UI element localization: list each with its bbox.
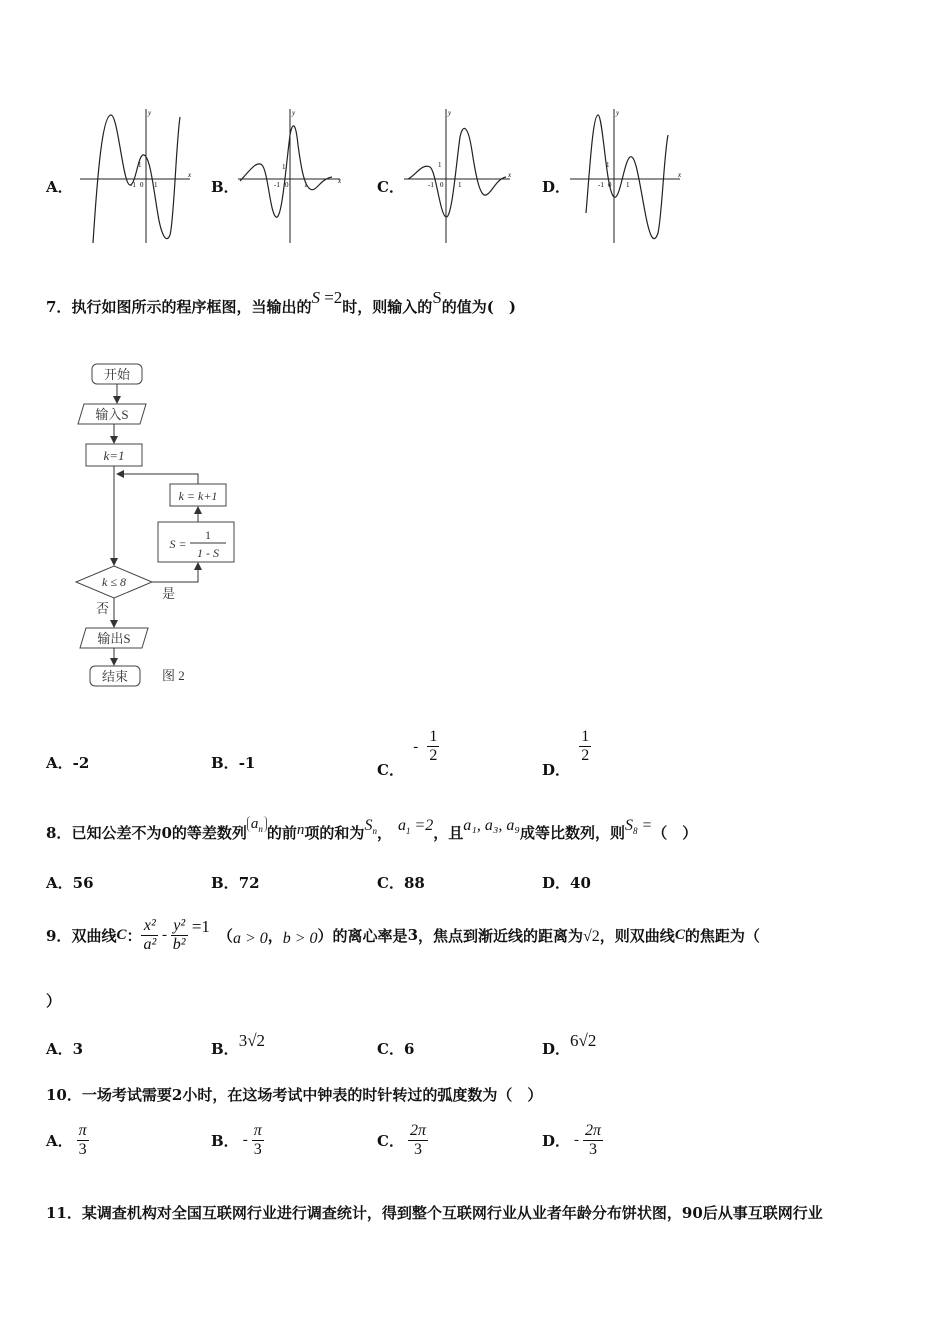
q9-option-a[interactable]: A．3 xyxy=(46,1040,84,1058)
q9-stem-close: ） xyxy=(46,992,62,1010)
q6-d-tick-1: 1 xyxy=(626,181,630,189)
q7-option-b-value: -1 xyxy=(238,754,256,772)
fc-input: 输入S xyxy=(95,407,129,422)
fc-condition: k ≤ 8 xyxy=(102,575,126,589)
fc-assign-left: S = xyxy=(169,537,187,551)
q7-cond-eq: =2 xyxy=(319,288,343,307)
q10-stem: 10．一场考试需要2小时，在这场考试中钟表的时针转过的弧度数为（ ） xyxy=(46,1086,543,1104)
q10-option-d-fraction: $\frac{2\pi}{3}$ xyxy=(585,1122,602,1158)
q6-c-tick-1: 1 xyxy=(458,181,462,189)
q9-option-b[interactable]: B．3√2 xyxy=(211,1031,266,1058)
q6-a-tick-neg1: -1 xyxy=(130,181,136,189)
q8-option-b[interactable]: B．72 xyxy=(211,874,260,892)
fc-caption: 图 2 xyxy=(162,668,185,683)
q6-b-tick-neg1: -1 xyxy=(274,181,280,189)
fc-yes: 是 xyxy=(162,586,176,601)
q6-option-a-label[interactable]: A． xyxy=(46,178,73,196)
q11-stem: 11．某调查机构对全国互联网行业进行调查统计，得到整个互联网行业从业者年龄分布饼状图，90后从事互联网行业 xyxy=(46,1204,823,1222)
q9-stem: 9． 双曲线 C ： $\frac{\text{x²}}{\text{a²}}$ - $\frac{\text{y²}}{\text{b²}}$ =1 （ a > 0 ， b > 0 ）的离心率是 3 ，焦点到渐近线的距离为 √2 ，则双曲线 C 的焦距为（ xyxy=(46,916,760,953)
q6-d-x-label: x xyxy=(678,171,682,179)
q6-a-tick-1: 1 xyxy=(154,181,158,189)
q9-option-d[interactable]: D．6√2 xyxy=(542,1031,597,1058)
q8-option-a[interactable]: A．56 xyxy=(46,874,94,892)
q7-s-var: S xyxy=(432,288,442,307)
q6-b-x-label: x xyxy=(338,177,342,185)
q7-option-a-value: -2 xyxy=(72,754,90,772)
q10-option-d[interactable]: D． - $\frac{2\pi}{3}$ xyxy=(542,1122,602,1158)
q7-number: 7． xyxy=(46,298,72,316)
q6-graph-d xyxy=(568,105,686,245)
q8-option-d[interactable]: D．40 xyxy=(542,874,591,892)
fc-increment: k = k+1 xyxy=(178,489,218,503)
q10-option-b-fraction: $\frac{\pi}{3}$ xyxy=(253,1122,262,1158)
q7-cond-s: S xyxy=(311,288,320,307)
q6-c-y-label: y xyxy=(448,109,452,117)
q6-d-y-label: y xyxy=(616,109,620,117)
q6-c-tick-neg1: -1 xyxy=(428,181,434,189)
q9-frac-y: $\frac{\text{y²}}{\text{b²}}$ xyxy=(172,916,186,953)
fc-assign-num: 1 xyxy=(205,528,211,542)
q7-option-b[interactable]: B．-1 xyxy=(211,754,256,772)
q6-option-b-label[interactable]: B． xyxy=(211,178,239,196)
q8-a1: $a_1 =2$ xyxy=(397,817,434,837)
q7-option-c-fraction: $\frac{1}{2}$ xyxy=(429,728,438,764)
q8-stem: 8．已知公差不为0的等差数列 $a_n$ 的前n项的和为$S_n$， $a_1 =2$，且a₁, a₃, a₉成等比数列，则$S_8$ =（ ） xyxy=(46,816,698,842)
fc-output: 输出S xyxy=(97,631,131,646)
q9-option-c[interactable]: C．6 xyxy=(377,1040,415,1058)
fc-start: 开始 xyxy=(103,367,131,382)
q7-option-c-sign: - xyxy=(413,738,419,755)
q6-option-d-label[interactable]: D． xyxy=(542,178,571,196)
fc-init: k=1 xyxy=(103,448,125,463)
q7-text-mid: 时，则输入的 xyxy=(342,298,433,316)
fc-no: 否 xyxy=(96,601,110,616)
q7-option-c[interactable]: C． - $\frac{1}{2}$ xyxy=(377,728,438,779)
q6-graph-a xyxy=(78,105,196,245)
q6-option-c-label[interactable]: C． xyxy=(377,178,404,196)
q8-Sn: $S_n$ xyxy=(364,817,377,837)
q6-c-tick-0: 0 xyxy=(440,181,444,189)
q6-c-tick-y1: 1 xyxy=(438,161,442,169)
fc-assign-den: 1 - S xyxy=(197,546,219,560)
q10-option-c[interactable]: C． $\frac{2\pi}{3}$ xyxy=(377,1122,426,1158)
q7-option-d[interactable]: D． $\frac{1}{2}$ xyxy=(542,728,590,779)
q8-an: $a_n$ xyxy=(247,816,267,832)
q10-option-a[interactable]: A． $\frac{\pi}{3}$ xyxy=(46,1122,87,1158)
q7-option-d-fraction: $\frac{1}{2}$ xyxy=(581,728,590,764)
q6-b-tick-1: 1 xyxy=(304,181,308,189)
q7-flowchart xyxy=(70,358,260,698)
q6-b-y-label: y xyxy=(292,109,296,117)
q6-graph-c xyxy=(402,105,520,245)
q10-option-a-fraction: $\frac{\pi}{3}$ xyxy=(78,1122,87,1158)
q6-d-tick-0: 0 xyxy=(608,181,612,189)
q10-option-c-fraction: $\frac{2\pi}{3}$ xyxy=(409,1122,426,1158)
q7-stem xyxy=(46,288,516,317)
q6-c-x-label: x xyxy=(508,171,512,179)
q6-b-tick-y1: 1 xyxy=(282,163,286,171)
q7-text-after: 的值为( ) xyxy=(441,298,516,316)
q6-a-tick-0: 0 xyxy=(140,181,144,189)
q8-S8: $S_8$ = xyxy=(624,817,653,837)
q6-d-tick-neg1: -1 xyxy=(598,181,604,189)
q6-option-row xyxy=(0,100,950,250)
fc-end: 结束 xyxy=(101,669,129,684)
q6-b-tick-0: 0 xyxy=(285,181,289,189)
q7-text-before: 执行如图所示的程序框图，当输出的 xyxy=(71,298,312,316)
q6-a-x-label: x xyxy=(188,171,192,179)
q10-option-b[interactable]: B． - $\frac{\pi}{3}$ xyxy=(211,1122,262,1158)
q6-a-tick-y1: 1 xyxy=(138,161,142,169)
q6-graph-b xyxy=(236,105,354,245)
q8-option-c[interactable]: C．88 xyxy=(377,874,425,892)
q7-option-a[interactable]: A．-2 xyxy=(46,754,90,772)
q9-frac-x: $\frac{\text{x²}}{\text{a²}}$ xyxy=(143,916,157,953)
q6-d-tick-y1: 1 xyxy=(606,161,610,169)
q6-a-y-label: y xyxy=(148,109,152,117)
